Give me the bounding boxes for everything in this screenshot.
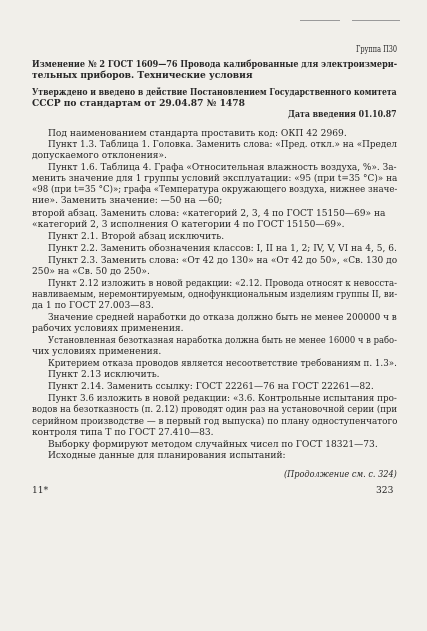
body-line: Выборку формируют методом случайных чисел по ГОСТ 18321—73. bbox=[48, 440, 378, 450]
effective-date: Дата введения 01.10.87 bbox=[288, 109, 397, 120]
body-line: Пункт 1.3. Таблица 1. Головка. Заменить слова: «Пред. откл.» на «Предел bbox=[48, 140, 398, 150]
body-line: 250» на «Св. 50 до 250». bbox=[32, 267, 150, 277]
approval-line: СССР по стандартам от 29.04.87 № 1478 bbox=[32, 98, 245, 109]
body-line: навливаемым, неремонтируемым, однофункциональным изделиям группы II, ви- bbox=[32, 290, 398, 300]
body-line: чих условиях применения. bbox=[32, 347, 162, 357]
body-line: Исходные данные для планирования испытаний: bbox=[48, 451, 286, 461]
body-line: Пункт 2.1. Второй абзац исключить. bbox=[48, 232, 225, 242]
body-line: менить значение для 1 группы условий эксплуатации: «95 (при t=35 °С)» на bbox=[32, 174, 398, 184]
continuation-note: (Продолжение см. с. 324) bbox=[284, 470, 397, 480]
body-line: ние». Заменить значение: —50 на —60; bbox=[32, 196, 223, 206]
signature-mark: 11* bbox=[32, 486, 49, 496]
approval-line: Утверждено и введено в действие Постановлением Государственного комитета bbox=[32, 87, 397, 98]
body-line: Установленная безотказная наработка должна быть не менее 16000 ч в рабо- bbox=[48, 336, 397, 346]
body-line: да 1 по ГОСТ 27.003—83. bbox=[32, 301, 154, 311]
amendment-title-line: тельных приборов. Технические условия bbox=[32, 70, 253, 81]
body-line: Под наименованием стандарта проставить код: ОКП 42 2969. bbox=[48, 129, 347, 139]
body-line: Значение средней наработки до отказа должно быть не менее 200000 ч в bbox=[48, 313, 397, 323]
body-line: Пункт 2.2. Заменить обозначения классов: I, II на 1, 2; IV, V, VI на 4, 5, 6. bbox=[48, 244, 397, 254]
body-line: контроля типа Т по ГОСТ 27.410—83. bbox=[32, 428, 214, 438]
body-line: Пункт 2.3. Заменить слова: «От 42 до 130» на «От 42 до 50», «Св. 130 до bbox=[48, 256, 398, 266]
body-line: «98 (при t=35 °С)»; графа «Температура окружающего воздуха, нижнее значе- bbox=[32, 185, 398, 195]
group-label: Группа П30 bbox=[356, 45, 398, 55]
page-number: 323 bbox=[376, 486, 394, 496]
scan-mark bbox=[300, 20, 340, 21]
body-line: второй абзац. Заменить слова: «категорий 2, 3, 4 по ГОСТ 15150—69» на bbox=[32, 209, 386, 219]
body-line: допускаемого отклонения». bbox=[32, 151, 167, 161]
amendment-title-line: Изменение № 2 ГОСТ 1609—76 Провода калиброванные для электроизмери- bbox=[32, 59, 398, 70]
body-line: Пункт 2.12 изложить в новой редакции: «2.12. Провода относят к невосста- bbox=[48, 279, 398, 289]
body-line: Пункт 2.14. Заменить ссылку: ГОСТ 22261—76 на ГОСТ 22261—82. bbox=[48, 382, 374, 392]
body-line: Пункт 3.6 изложить в новой редакции: «3.6. Контрольные испытания про- bbox=[48, 394, 397, 404]
body-line: рабочих условиях применения. bbox=[32, 324, 184, 334]
scan-mark bbox=[352, 20, 400, 21]
body-line: «категорий 2, 3 исполнения О категории 4 по ГОСТ 15150—69». bbox=[32, 220, 345, 230]
body-line: Пункт 1.6. Таблица 4. Графа «Относительная влажность воздуха, %». За- bbox=[48, 163, 397, 173]
body-line: Пункт 2.13 исключить. bbox=[48, 370, 160, 380]
body-line: серийном производстве — в первый год выпуска) по плану одноступенчатого bbox=[32, 417, 398, 427]
body-line: водов на безотказность (п. 2.12) проводят один раз на установочной серии (при bbox=[32, 405, 398, 415]
body-line: Критерием отказа проводов является несоответствие требованиям п. 1.3». bbox=[48, 359, 397, 369]
